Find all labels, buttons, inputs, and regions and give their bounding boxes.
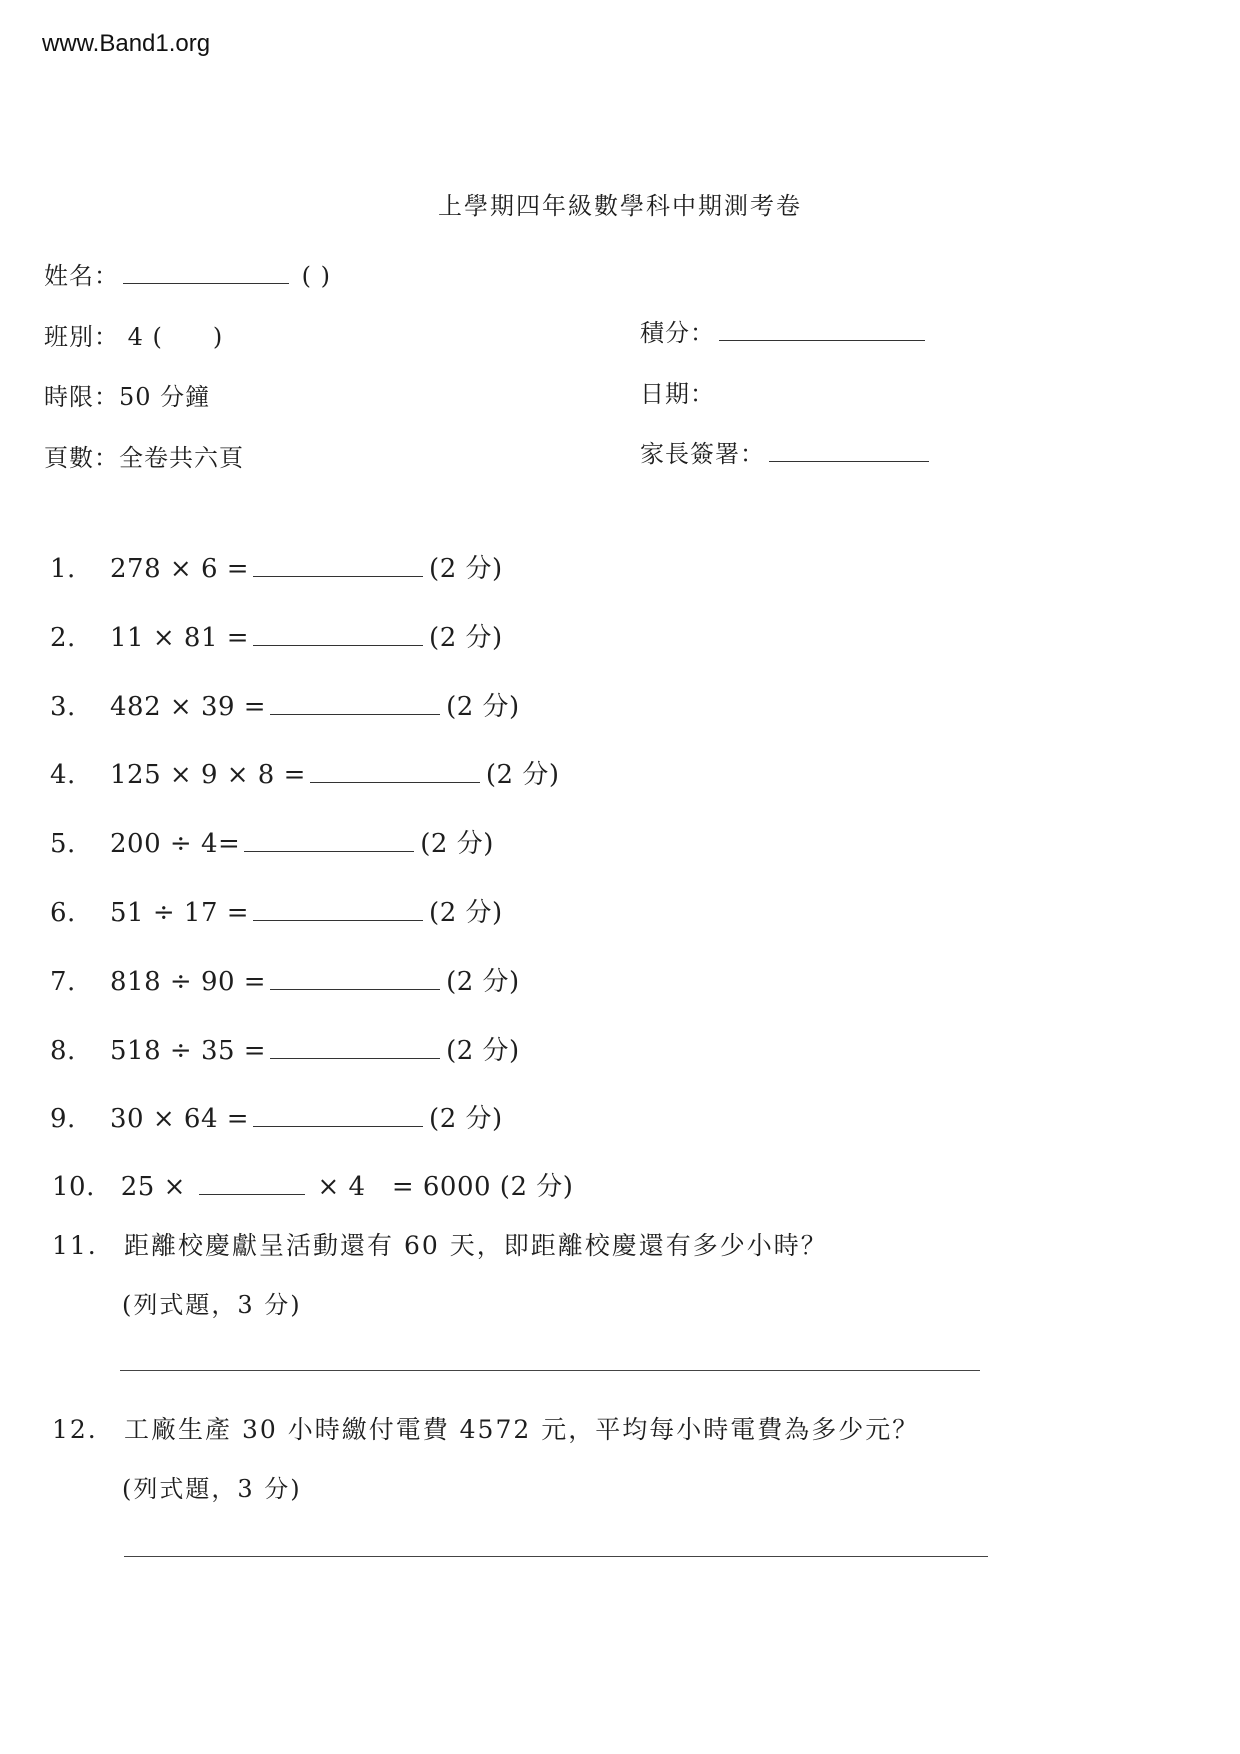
- question-8: [50, 1030, 520, 1067]
- answer-blank[interactable]: [253, 919, 423, 921]
- pages-row: [44, 438, 244, 473]
- question-expression: 51 ÷ 17 =: [110, 898, 250, 928]
- name-paren: ( ): [301, 262, 331, 290]
- question-number: 6.: [50, 898, 76, 928]
- question-3: [50, 686, 520, 723]
- question-12: [52, 1410, 919, 1446]
- time-row: [44, 377, 210, 412]
- question-points: (2 分): [446, 1036, 520, 1066]
- question-points: (2 分): [446, 692, 520, 722]
- class-row: [44, 317, 223, 352]
- question-expression: 482 × 39 =: [110, 692, 267, 722]
- answer-blank[interactable]: [253, 575, 423, 577]
- question-11-answer-line[interactable]: [120, 1370, 980, 1371]
- question-expr-pre: 25 ×: [120, 1172, 186, 1202]
- name-label: 姓名：: [44, 262, 119, 290]
- question-6: [50, 892, 503, 929]
- question-number: 11.: [52, 1231, 98, 1260]
- question-number: 8.: [50, 1036, 76, 1066]
- class-label: 班別：: [44, 323, 119, 351]
- time-label: 時限：: [44, 383, 119, 411]
- question-expression: 278 × 6 =: [110, 554, 250, 584]
- answer-blank[interactable]: [310, 781, 480, 783]
- question-expression: 30 × 64 =: [110, 1104, 250, 1134]
- parent-sign-label: 家長簽署：: [640, 440, 765, 468]
- site-watermark: www.Band1.org: [42, 30, 211, 57]
- question-number: 2.: [50, 623, 76, 653]
- answer-blank[interactable]: [199, 1193, 305, 1195]
- score-label: 積分：: [640, 319, 715, 347]
- page-title: 上學期四年級數學科中期測考卷: [438, 192, 802, 220]
- parent-sign-blank[interactable]: [769, 460, 929, 462]
- question-points: (2 分): [485, 760, 560, 790]
- question-9: [50, 1098, 503, 1135]
- pages-label: 頁數：: [44, 444, 119, 472]
- question-10: [52, 1166, 573, 1203]
- question-5: [50, 823, 494, 860]
- question-expression: 11 × 81 =: [110, 623, 250, 653]
- question-11-hint: (列式題，3 分): [122, 1291, 302, 1319]
- score-row: [640, 313, 929, 348]
- question-7: [50, 961, 520, 998]
- time-value: 50 分鐘: [119, 383, 211, 411]
- answer-blank[interactable]: [253, 1125, 423, 1127]
- question-number: 5.: [50, 829, 76, 859]
- answer-blank[interactable]: [270, 988, 440, 990]
- question-1: [50, 548, 503, 585]
- question-points: (2 分): [429, 898, 503, 928]
- question-12-answer-line[interactable]: [124, 1556, 988, 1557]
- question-text: 工廠生產 30 小時繳付電費 4572 元，平均每小時電費為多少元？: [124, 1415, 920, 1444]
- question-12-hint: (列式題，3 分): [122, 1475, 302, 1503]
- question-number: 4.: [50, 760, 76, 790]
- question-expression: 818 ÷ 90 =: [110, 967, 267, 997]
- answer-blank[interactable]: [270, 713, 440, 715]
- question-number: 10.: [52, 1172, 95, 1202]
- question-4: [50, 754, 560, 791]
- question-11: [52, 1226, 828, 1262]
- question-expression: 125 × 9 × 8 =: [110, 760, 306, 790]
- question-points: (2 分): [429, 623, 503, 653]
- question-expression: 518 ÷ 35 =: [110, 1036, 267, 1066]
- parent-sign-row: [640, 434, 933, 469]
- date-row: [640, 374, 715, 409]
- question-expr-post: = 6000 (2 分): [391, 1172, 574, 1202]
- question-number: 1.: [50, 554, 76, 584]
- date-label: 日期：: [640, 380, 715, 408]
- question-points: (2 分): [429, 1104, 503, 1134]
- question-number: 3.: [50, 692, 76, 722]
- question-2: [50, 617, 503, 654]
- pages-value: 全卷共六頁: [119, 444, 244, 472]
- question-number: 12.: [52, 1415, 98, 1444]
- question-number: 7.: [50, 967, 76, 997]
- answer-blank[interactable]: [270, 1057, 440, 1059]
- answer-blank[interactable]: [253, 644, 423, 646]
- question-number: 9.: [50, 1104, 76, 1134]
- class-value: 4 ( ): [127, 323, 224, 351]
- score-blank[interactable]: [719, 339, 925, 341]
- answer-blank[interactable]: [244, 850, 414, 852]
- question-points: (2 分): [420, 829, 494, 859]
- question-expr-mid: × 4: [317, 1172, 366, 1202]
- question-text: 距離校慶獻呈活動還有 60 天，即距離校慶還有多少小時？: [124, 1231, 828, 1260]
- question-expression: 200 ÷ 4=: [110, 829, 241, 859]
- name-row: [44, 256, 331, 291]
- name-blank[interactable]: [123, 282, 289, 284]
- question-points: (2 分): [429, 554, 503, 584]
- question-points: (2 分): [446, 967, 520, 997]
